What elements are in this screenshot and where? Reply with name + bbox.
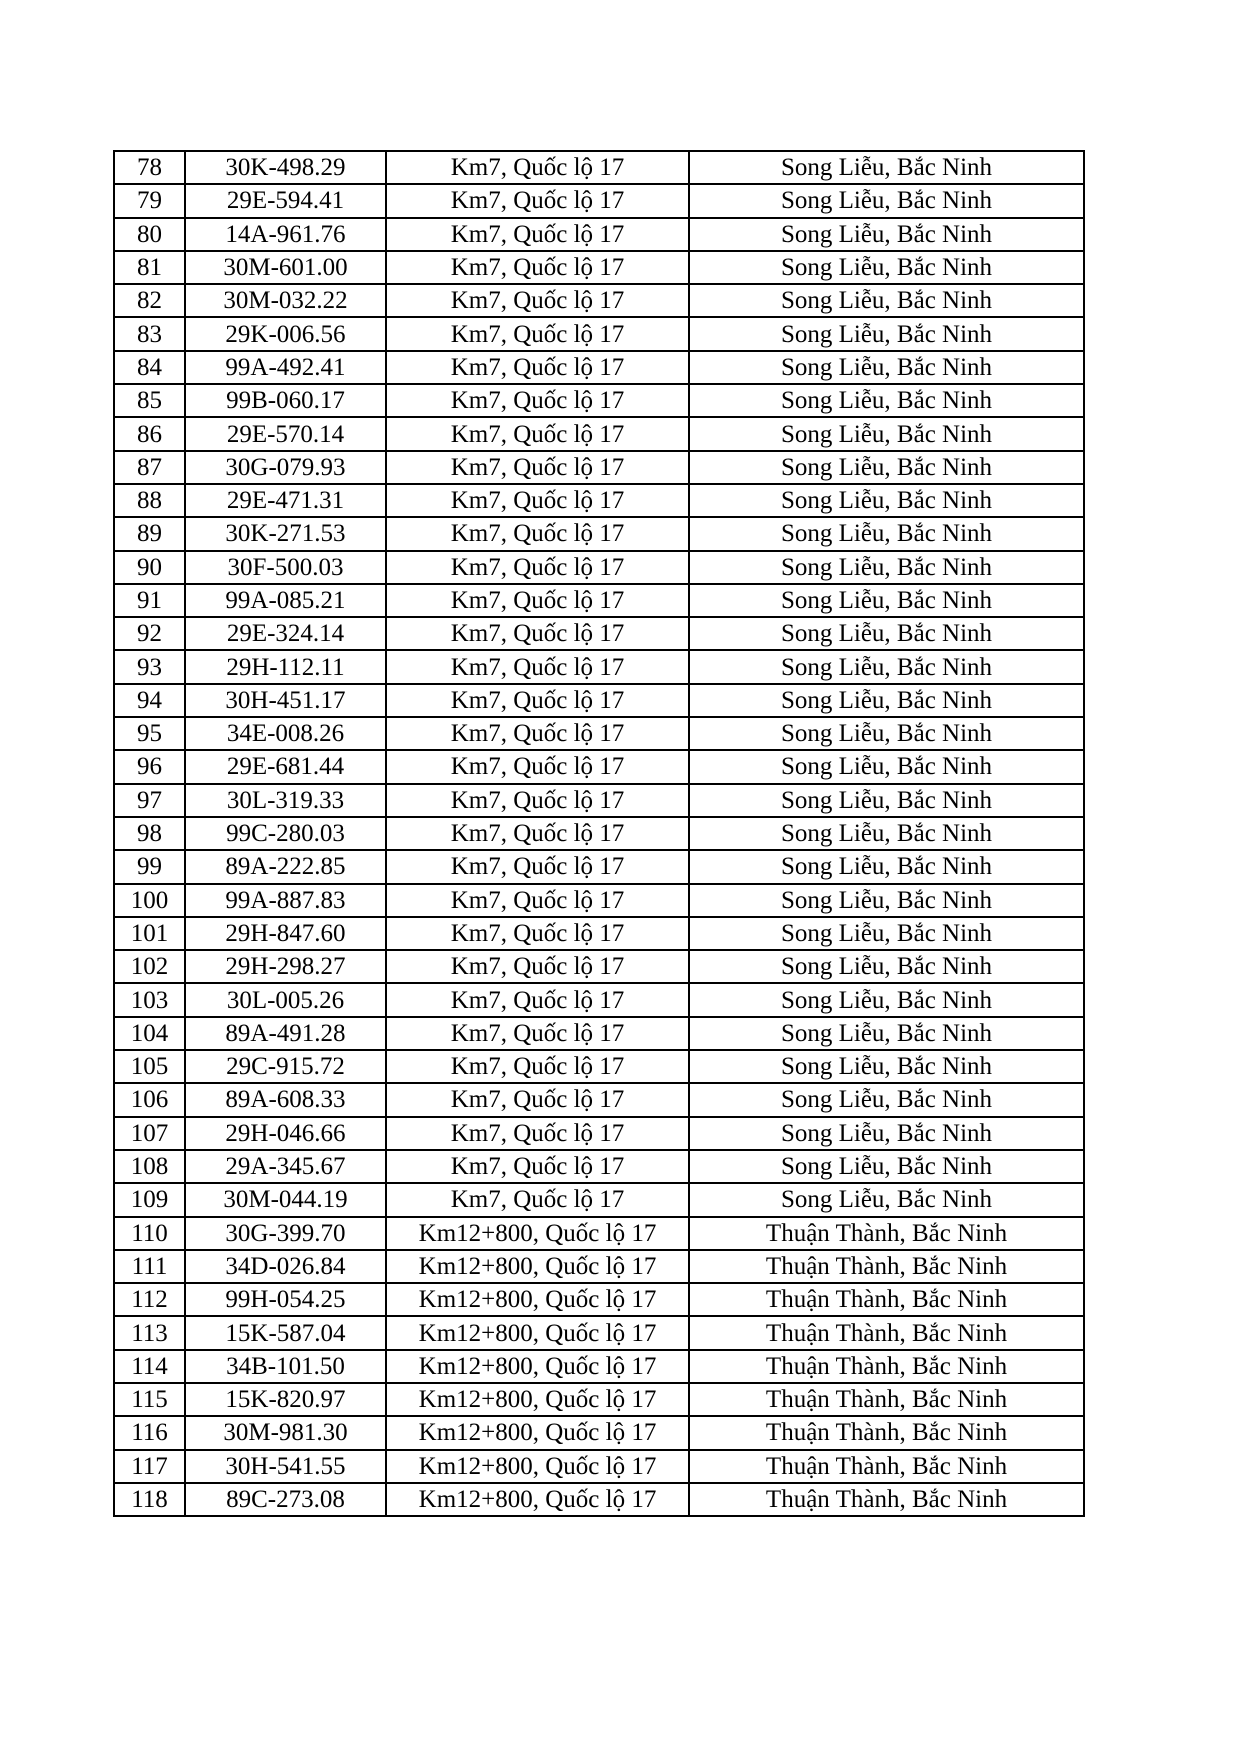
area-cell: Song Liễu, Bắc Ninh	[689, 284, 1084, 317]
table-row	[114, 617, 1084, 650]
location-cell: Km7, Quốc lộ 17	[386, 584, 689, 617]
location-cell: Km12+800, Quốc lộ 17	[386, 1383, 689, 1416]
row-number-cell: 107	[114, 1117, 185, 1150]
row-number-cell: 99	[114, 850, 185, 883]
table-row	[114, 650, 1084, 683]
location-cell: Km12+800, Quốc lộ 17	[386, 1217, 689, 1250]
area-cell: Thuận Thành, Bắc Ninh	[689, 1450, 1084, 1483]
license-plate-cell: 29H-298.27	[185, 950, 386, 983]
table-row	[114, 917, 1084, 950]
row-number-cell: 91	[114, 584, 185, 617]
location-cell: Km7, Quốc lộ 17	[386, 484, 689, 517]
location-cell: Km7, Quốc lộ 17	[386, 784, 689, 817]
location-cell: Km7, Quốc lộ 17	[386, 983, 689, 1016]
row-number-cell: 102	[114, 950, 185, 983]
license-plate-cell: 30M-981.30	[185, 1416, 386, 1449]
area-cell: Song Liễu, Bắc Ninh	[689, 917, 1084, 950]
area-cell: Song Liễu, Bắc Ninh	[689, 451, 1084, 484]
row-number-cell: 109	[114, 1183, 185, 1216]
location-cell: Km12+800, Quốc lộ 17	[386, 1250, 689, 1283]
license-plate-cell: 30L-005.26	[185, 983, 386, 1016]
area-cell: Song Liễu, Bắc Ninh	[689, 750, 1084, 783]
area-cell: Song Liễu, Bắc Ninh	[689, 551, 1084, 584]
table-row	[114, 1150, 1084, 1183]
table-row	[114, 351, 1084, 384]
license-plate-cell: 99A-085.21	[185, 584, 386, 617]
area-cell: Thuận Thành, Bắc Ninh	[689, 1250, 1084, 1283]
row-number-cell: 79	[114, 184, 185, 217]
table-row	[114, 218, 1084, 251]
location-cell: Km7, Quốc lộ 17	[386, 384, 689, 417]
location-cell: Km7, Quốc lộ 17	[386, 1150, 689, 1183]
row-number-cell: 110	[114, 1217, 185, 1250]
area-cell: Song Liễu, Bắc Ninh	[689, 1050, 1084, 1083]
license-plate-cell: 29H-847.60	[185, 917, 386, 950]
location-cell: Km7, Quốc lộ 17	[386, 151, 689, 184]
table-row	[114, 1416, 1084, 1449]
row-number-cell: 94	[114, 684, 185, 717]
location-cell: Km7, Quốc lộ 17	[386, 617, 689, 650]
location-cell: Km7, Quốc lộ 17	[386, 650, 689, 683]
location-cell: Km12+800, Quốc lộ 17	[386, 1416, 689, 1449]
area-cell: Song Liễu, Bắc Ninh	[689, 351, 1084, 384]
table-row	[114, 1350, 1084, 1383]
location-cell: Km7, Quốc lộ 17	[386, 917, 689, 950]
area-cell: Song Liễu, Bắc Ninh	[689, 184, 1084, 217]
license-plate-cell: 89A-608.33	[185, 1083, 386, 1116]
area-cell: Song Liễu, Bắc Ninh	[689, 1117, 1084, 1150]
row-number-cell: 115	[114, 1383, 185, 1416]
table-row	[114, 684, 1084, 717]
license-plate-cell: 30K-271.53	[185, 517, 386, 550]
area-cell: Song Liễu, Bắc Ninh	[689, 784, 1084, 817]
table-row	[114, 251, 1084, 284]
area-cell: Thuận Thành, Bắc Ninh	[689, 1217, 1084, 1250]
row-number-cell: 100	[114, 884, 185, 917]
table-body	[114, 151, 1084, 1516]
row-number-cell: 103	[114, 983, 185, 1016]
location-cell: Km7, Quốc lộ 17	[386, 517, 689, 550]
table-row	[114, 1050, 1084, 1083]
row-number-cell: 93	[114, 650, 185, 683]
row-number-cell: 86	[114, 417, 185, 450]
license-plate-cell: 30M-032.22	[185, 284, 386, 317]
table-row	[114, 817, 1084, 850]
location-cell: Km7, Quốc lộ 17	[386, 884, 689, 917]
license-plate-cell: 29E-594.41	[185, 184, 386, 217]
license-plate-cell: 29H-112.11	[185, 650, 386, 683]
area-cell: Song Liễu, Bắc Ninh	[689, 251, 1084, 284]
location-cell: Km7, Quốc lộ 17	[386, 251, 689, 284]
row-number-cell: 96	[114, 750, 185, 783]
row-number-cell: 98	[114, 817, 185, 850]
row-number-cell: 92	[114, 617, 185, 650]
row-number-cell: 118	[114, 1483, 185, 1516]
area-cell: Thuận Thành, Bắc Ninh	[689, 1350, 1084, 1383]
area-cell: Thuận Thành, Bắc Ninh	[689, 1383, 1084, 1416]
license-plate-cell: 89A-491.28	[185, 1017, 386, 1050]
table-row	[114, 384, 1084, 417]
area-cell: Song Liễu, Bắc Ninh	[689, 983, 1084, 1016]
row-number-cell: 85	[114, 384, 185, 417]
row-number-cell: 106	[114, 1083, 185, 1116]
row-number-cell: 108	[114, 1150, 185, 1183]
area-cell: Thuận Thành, Bắc Ninh	[689, 1316, 1084, 1349]
location-cell: Km7, Quốc lộ 17	[386, 750, 689, 783]
row-number-cell: 88	[114, 484, 185, 517]
area-cell: Song Liễu, Bắc Ninh	[689, 1150, 1084, 1183]
license-plate-cell: 99A-887.83	[185, 884, 386, 917]
area-cell: Song Liễu, Bắc Ninh	[689, 1083, 1084, 1116]
location-cell: Km12+800, Quốc lộ 17	[386, 1283, 689, 1316]
license-plate-cell: 30H-451.17	[185, 684, 386, 717]
row-number-cell: 81	[114, 251, 185, 284]
row-number-cell: 117	[114, 1450, 185, 1483]
license-plate-cell: 99B-060.17	[185, 384, 386, 417]
table-row	[114, 151, 1084, 184]
license-plate-cell: 15K-820.97	[185, 1383, 386, 1416]
table-row	[114, 551, 1084, 584]
table-row	[114, 451, 1084, 484]
location-cell: Km7, Quốc lộ 17	[386, 1083, 689, 1116]
license-plate-cell: 14A-961.76	[185, 218, 386, 251]
area-cell: Song Liễu, Bắc Ninh	[689, 584, 1084, 617]
license-plate-cell: 30G-079.93	[185, 451, 386, 484]
license-plate-cell: 99C-280.03	[185, 817, 386, 850]
table-row	[114, 517, 1084, 550]
row-number-cell: 80	[114, 218, 185, 251]
license-plate-cell: 89A-222.85	[185, 850, 386, 883]
location-cell: Km12+800, Quốc lộ 17	[386, 1483, 689, 1516]
location-cell: Km12+800, Quốc lộ 17	[386, 1316, 689, 1349]
row-number-cell: 90	[114, 551, 185, 584]
location-cell: Km12+800, Quốc lộ 17	[386, 1350, 689, 1383]
table-row	[114, 184, 1084, 217]
area-cell: Thuận Thành, Bắc Ninh	[689, 1483, 1084, 1516]
license-plate-cell: 30K-498.29	[185, 151, 386, 184]
location-cell: Km7, Quốc lộ 17	[386, 1017, 689, 1050]
license-plate-cell: 30M-044.19	[185, 1183, 386, 1216]
table-row	[114, 1117, 1084, 1150]
location-cell: Km7, Quốc lộ 17	[386, 451, 689, 484]
location-cell: Km7, Quốc lộ 17	[386, 218, 689, 251]
row-number-cell: 101	[114, 917, 185, 950]
license-plate-cell: 29K-006.56	[185, 317, 386, 350]
license-plate-cell: 34E-008.26	[185, 717, 386, 750]
license-plate-cell: 30H-541.55	[185, 1450, 386, 1483]
violations-table	[113, 150, 1085, 1517]
row-number-cell: 82	[114, 284, 185, 317]
row-number-cell: 83	[114, 317, 185, 350]
table-row	[114, 717, 1084, 750]
row-number-cell: 84	[114, 351, 185, 384]
area-cell: Song Liễu, Bắc Ninh	[689, 650, 1084, 683]
area-cell: Song Liễu, Bắc Ninh	[689, 517, 1084, 550]
location-cell: Km7, Quốc lộ 17	[386, 950, 689, 983]
area-cell: Song Liễu, Bắc Ninh	[689, 484, 1084, 517]
table-row	[114, 317, 1084, 350]
license-plate-cell: 30F-500.03	[185, 551, 386, 584]
area-cell: Song Liễu, Bắc Ninh	[689, 317, 1084, 350]
location-cell: Km7, Quốc lộ 17	[386, 817, 689, 850]
row-number-cell: 97	[114, 784, 185, 817]
row-number-cell: 95	[114, 717, 185, 750]
area-cell: Song Liễu, Bắc Ninh	[689, 617, 1084, 650]
license-plate-cell: 34D-026.84	[185, 1250, 386, 1283]
license-plate-cell: 30L-319.33	[185, 784, 386, 817]
area-cell: Song Liễu, Bắc Ninh	[689, 884, 1084, 917]
table-row	[114, 950, 1084, 983]
license-plate-cell: 29E-471.31	[185, 484, 386, 517]
area-cell: Song Liễu, Bắc Ninh	[689, 717, 1084, 750]
table-row	[114, 884, 1084, 917]
license-plate-cell: 99A-492.41	[185, 351, 386, 384]
license-plate-cell: 99H-054.25	[185, 1283, 386, 1316]
license-plate-cell: 89C-273.08	[185, 1483, 386, 1516]
license-plate-cell: 29C-915.72	[185, 1050, 386, 1083]
row-number-cell: 114	[114, 1350, 185, 1383]
table-row	[114, 1017, 1084, 1050]
area-cell: Song Liễu, Bắc Ninh	[689, 417, 1084, 450]
license-plate-cell: 29E-570.14	[185, 417, 386, 450]
table-row	[114, 284, 1084, 317]
location-cell: Km7, Quốc lộ 17	[386, 684, 689, 717]
table-row	[114, 1450, 1084, 1483]
table-row	[114, 784, 1084, 817]
table-row	[114, 1283, 1084, 1316]
table-row	[114, 584, 1084, 617]
area-cell: Thuận Thành, Bắc Ninh	[689, 1283, 1084, 1316]
table-row	[114, 850, 1084, 883]
area-cell: Song Liễu, Bắc Ninh	[689, 384, 1084, 417]
row-number-cell: 112	[114, 1283, 185, 1316]
location-cell: Km7, Quốc lộ 17	[386, 284, 689, 317]
location-cell: Km7, Quốc lộ 17	[386, 317, 689, 350]
location-cell: Km7, Quốc lộ 17	[386, 551, 689, 584]
table-row	[114, 1250, 1084, 1283]
location-cell: Km12+800, Quốc lộ 17	[386, 1450, 689, 1483]
row-number-cell: 116	[114, 1416, 185, 1449]
table-row	[114, 1183, 1084, 1216]
location-cell: Km7, Quốc lộ 17	[386, 184, 689, 217]
row-number-cell: 104	[114, 1017, 185, 1050]
area-cell: Song Liễu, Bắc Ninh	[689, 850, 1084, 883]
table-row	[114, 750, 1084, 783]
license-plate-cell: 29H-046.66	[185, 1117, 386, 1150]
row-number-cell: 89	[114, 517, 185, 550]
table-row	[114, 484, 1084, 517]
table-row	[114, 1217, 1084, 1250]
area-cell: Song Liễu, Bắc Ninh	[689, 151, 1084, 184]
location-cell: Km7, Quốc lộ 17	[386, 351, 689, 384]
location-cell: Km7, Quốc lộ 17	[386, 1183, 689, 1216]
area-cell: Song Liễu, Bắc Ninh	[689, 817, 1084, 850]
area-cell: Song Liễu, Bắc Ninh	[689, 684, 1084, 717]
license-plate-cell: 30G-399.70	[185, 1217, 386, 1250]
table-row	[114, 1383, 1084, 1416]
row-number-cell: 111	[114, 1250, 185, 1283]
area-cell: Thuận Thành, Bắc Ninh	[689, 1416, 1084, 1449]
location-cell: Km7, Quốc lộ 17	[386, 1050, 689, 1083]
license-plate-cell: 15K-587.04	[185, 1316, 386, 1349]
license-plate-cell: 34B-101.50	[185, 1350, 386, 1383]
area-cell: Song Liễu, Bắc Ninh	[689, 950, 1084, 983]
area-cell: Song Liễu, Bắc Ninh	[689, 218, 1084, 251]
license-plate-cell: 29E-681.44	[185, 750, 386, 783]
license-plate-cell: 29A-345.67	[185, 1150, 386, 1183]
row-number-cell: 78	[114, 151, 185, 184]
table-row	[114, 1316, 1084, 1349]
location-cell: Km7, Quốc lộ 17	[386, 850, 689, 883]
area-cell: Song Liễu, Bắc Ninh	[689, 1017, 1084, 1050]
location-cell: Km7, Quốc lộ 17	[386, 717, 689, 750]
license-plate-cell: 30M-601.00	[185, 251, 386, 284]
table-row	[114, 983, 1084, 1016]
license-plate-cell: 29E-324.14	[185, 617, 386, 650]
location-cell: Km7, Quốc lộ 17	[386, 417, 689, 450]
table-row	[114, 417, 1084, 450]
row-number-cell: 113	[114, 1316, 185, 1349]
row-number-cell: 105	[114, 1050, 185, 1083]
table-row	[114, 1483, 1084, 1516]
location-cell: Km7, Quốc lộ 17	[386, 1117, 689, 1150]
row-number-cell: 87	[114, 451, 185, 484]
area-cell: Song Liễu, Bắc Ninh	[689, 1183, 1084, 1216]
table-row	[114, 1083, 1084, 1116]
